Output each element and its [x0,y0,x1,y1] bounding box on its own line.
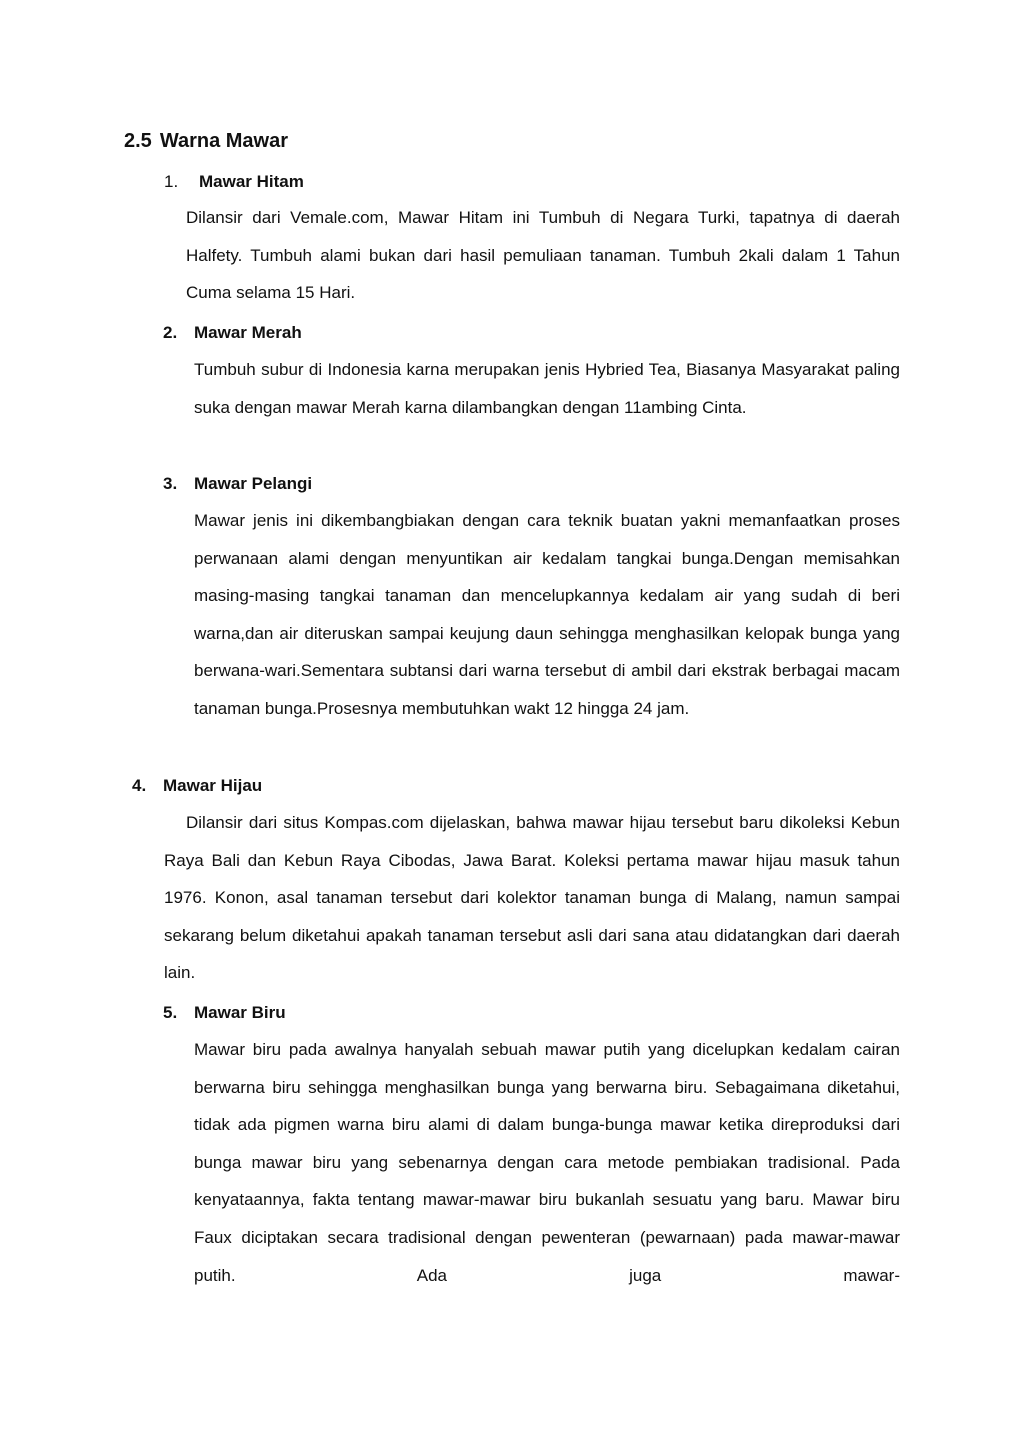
item-number: 4. [132,776,147,795]
item-paragraph-mawar-hitam: Dilansir dari Vemale.com, Mawar Hitam ini Tumbuh di Negara Turki, tapatnya di daerah Halfety. Tumbuh alami bukan dari hasil pemuliaan tanaman. Tumbuh 2kali dalam 1 Tahun Cuma selama 15 Hari. [186,208,900,303]
item-heading-mawar-hijau [132,774,262,798]
item-paragraph-mawar-hijau: Dilansir dari situs Kompas.com dijelaskan, bahwa mawar hijau tersebut baru dikoleksi Kebun Raya Bali dan Kebun Raya Cibodas, Jawa Barat. Koleksi pertama mawar hijau masuk tahun 1976. Konon, asal tanaman tersebut dari kolektor tanaman bunga di Malang, namun sampai sekarang belum diketahui apakah tanaman tersebut asli dari sana atau didatangkan dari daerah lain. [164,813,900,983]
item-title: Mawar Biru [194,1003,286,1022]
item-heading-mawar-pelangi [163,472,312,496]
item-title: Mawar Merah [194,323,302,342]
item-number: 2. [163,323,178,342]
item-number: 3. [163,474,178,493]
item-title: Mawar Pelangi [194,474,313,493]
item-heading-mawar-merah [163,321,302,345]
item-number: 5. [163,1003,178,1022]
item-number: 1. [164,172,179,191]
section-heading [124,127,288,155]
section-number: 2.5 [124,130,152,152]
item-heading-mawar-hitam [164,170,304,194]
item-paragraph-mawar-merah: Tumbuh subur di Indonesia karna merupakan jenis Hybried Tea, Biasanya Masyarakat paling suka dengan mawar Merah karna dilambangkan dengan 11ambing Cinta. [194,360,900,417]
item-heading-mawar-biru [163,1001,286,1025]
item-title: Mawar Hijau [163,776,263,795]
item-paragraph-mawar-biru: Mawar biru pada awalnya hanyalah sebuah mawar putih yang dicelupkan kedalam cairan berwarna biru sehingga menghasilkan bunga yang berwarna biru. Sebagaimana diketahui, tidak ada pigmen warna biru alami di dalam bunga-bunga mawar ketika direproduksi dari bunga mawar biru yang sebenarnya dengan cara metode pembiakan tradisional. Pada kenyataannya, fakta tentang mawar-mawar biru bukanlah sesuatu yang baru. Mawar biru Faux diciptakan secara tradisional dengan pewenteran (pewarnaan) pada mawar-mawar putih. Ada juga mawar- [194,1040,900,1285]
section-title: Warna Mawar [159,130,288,152]
item-paragraph-mawar-pelangi: Mawar jenis ini dikembangbiakan dengan cara teknik buatan yakni memanfaatkan proses perwanaan alami dengan menyuntikan air kedalam tangkai bunga.Dengan memisahkan masing-masing tangkai tanaman dan mencelupkannya kedalam air yang sudah di beri warna,dan air diteruskan sampai keujung daun sehingga menghasilkan kelopak bunga yang berwana-wari.Sementara subtansi dari warna tersebut di ambil dari ekstrak berbagai macam tanaman bunga.Prosesnya membutuhkan wakt 12 hingga 24 jam. [194,511,900,718]
item-title: Mawar Hitam [199,172,304,191]
